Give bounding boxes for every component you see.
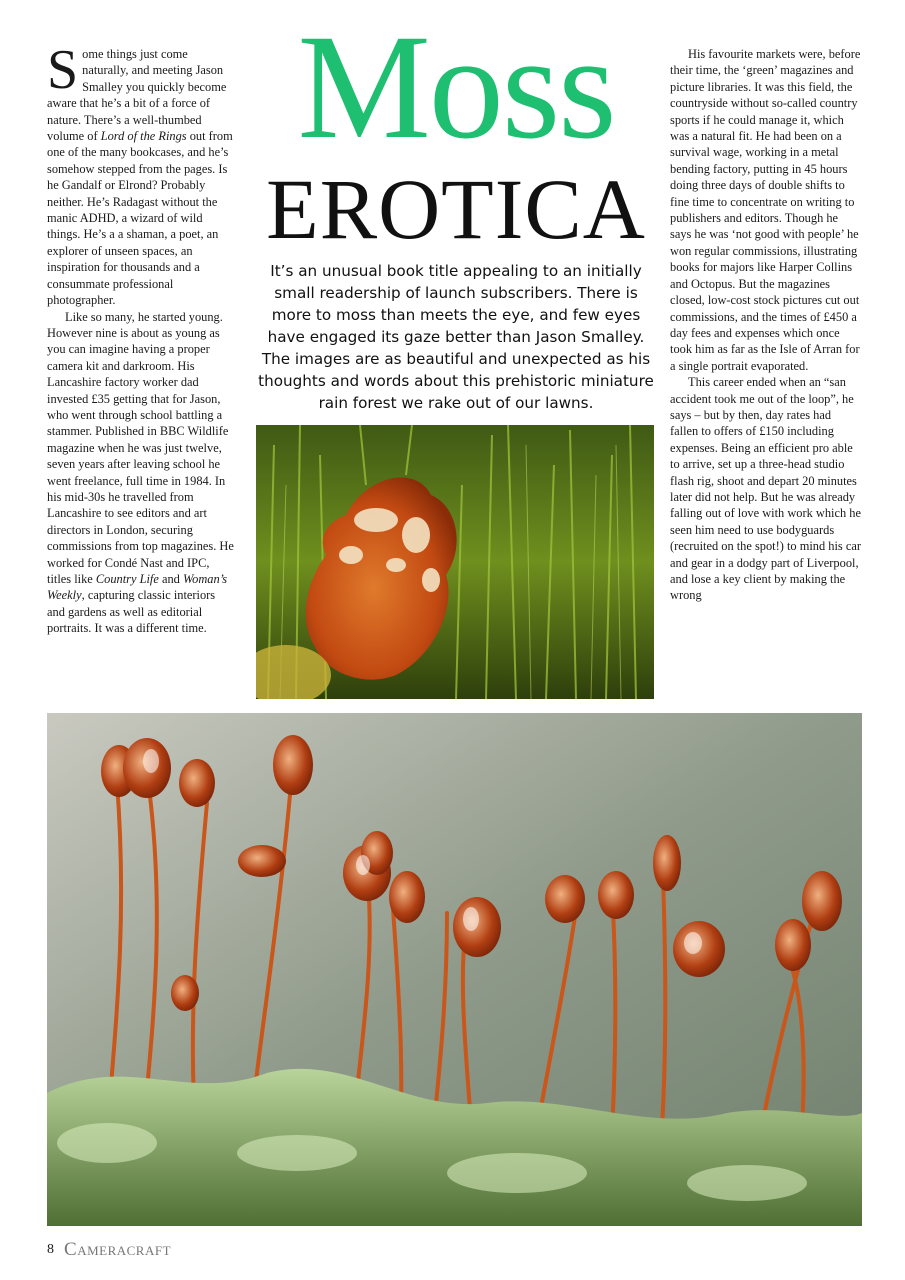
moss-sporophytes-photo	[47, 713, 862, 1226]
paragraph-text: and	[158, 572, 183, 586]
moss-photo-illustration	[47, 713, 862, 1226]
paragraph-text: , capturing classic interiors and gardens as well as editorial portraits. It was a different time.	[47, 588, 216, 636]
paragraph-text: ome things just come naturally, and meeting Jason Smalley you quickly become aware that he’s a bit of a force of nature. There’s a well-thumbed volume of	[47, 47, 227, 144]
headline-erotica: EROTICA	[266, 161, 646, 257]
body-column-left	[47, 39, 235, 637]
magazine-logo	[64, 1239, 171, 1261]
paragraph-text: out from one of the many bookcases, and he’s somehow stepped from the pages. Is he Gandalf or Elrond? Probably neither. He’s Radagast without the manic ADHD, a wizard of wild things. He’s a a shaman, a poet, an explorer of unseen spaces, an inspiration for thousands and a consummate professional photographer.	[47, 129, 233, 308]
headline-moss: Moss	[297, 4, 615, 170]
paragraph: This career ended when an “san accident took me out of the loop”, he says – but by then, day rates had fallen to offers of £150 including expenses. Being an efficient pro able to arrive, set up a three-head studio flash rig, shoot and depart 20 minutes later did not help. But he was already falling out of love with work which he seen him need to use bodyguards (recruited on the spot!) to mind his car and gear in a dodgy part of Liverpool, and lose a key client by making the wrong	[670, 375, 861, 603]
paragraph: His favourite markets were, before their time, the ‘green’ magazines and picture libraries. It was this field, the countryside without so-called country sports if he could manage it, which was a natural fit. He had been on a survival wage, working in a metal bending factory, putting in 45 hours doing three days of double shifts to fine time to concentrate on writing to publishers and editors. Though he says he was ‘not good with people’ he won regular commissions, illustrating books for majors like Harper Collins and Octopus. But the magazines closed, low-cost stock pictures cut out commissions, and the times of £450 a day fees and expenses which once took him as far as the Isle of Arran for a single portrait evaporated.	[670, 47, 861, 373]
page-footer	[47, 1240, 171, 1260]
magazine-title-italic: Woman’s Weekly	[47, 572, 228, 603]
leaf-photo-illustration	[256, 425, 654, 699]
standfirst: It’s an unusual book title appealing to an initially small readership of launch subscribers. There is more to moss than meets the eye, and few eyes have engaged its gaze better than Jason Smalley. The images are as beautiful and unexpected as his thoughts and words about this prehistoric miniature rain forest we rake out of our lawns.	[258, 262, 654, 412]
magazine-title-italic: Country Life	[95, 572, 159, 586]
paragraph	[47, 309, 235, 637]
paragraph	[47, 39, 235, 309]
logo-initial: C	[64, 1239, 78, 1260]
body-column-right	[670, 46, 862, 604]
paragraph-text: Like so many, he started young. However nine is about as young as you can imagine having a proper camera kit and darkroom. His Lancashire factory worker dad invested £35 getting that for Jason, who went through school battling a stammer. Published in BBC Wildlife magazine when he was just twelve, seven years after leaving school he went freelance, full time in 1984. In his mid-30s he travelled from Lancashire to see editors and art directors in London, securing commissions from top magazines. He worked for Condé Nast and IPC, titles like	[47, 309, 234, 586]
drop-cap: S	[47, 39, 79, 101]
leaf-in-moss-photo	[256, 425, 654, 699]
logo-text: AMERACRAFT	[77, 1243, 172, 1258]
book-title-italic: Lord of the Rings	[100, 129, 187, 144]
page-number: 8	[47, 1242, 54, 1257]
